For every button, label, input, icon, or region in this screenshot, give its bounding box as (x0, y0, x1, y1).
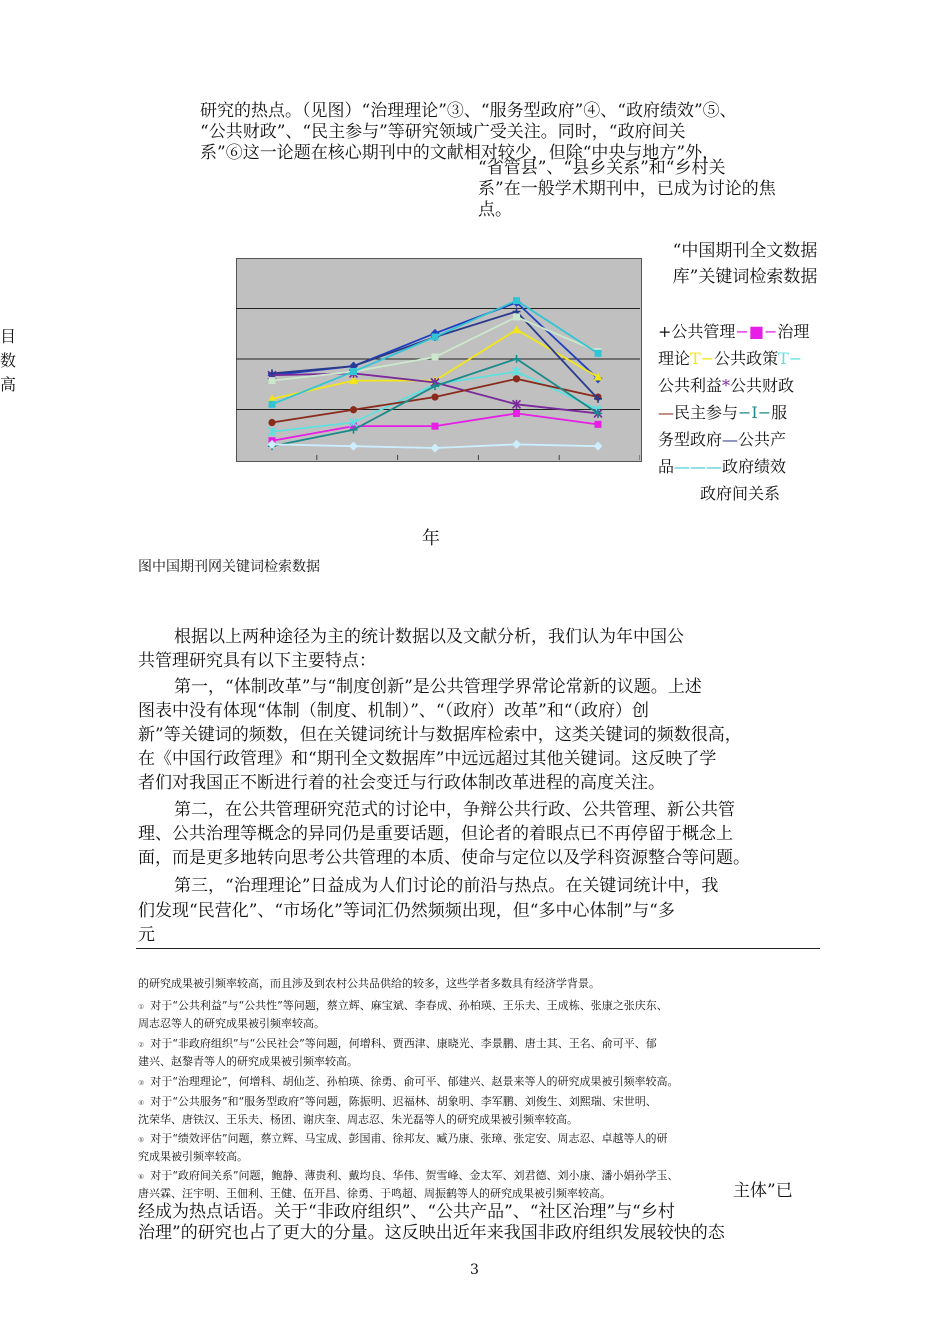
side-char-1: 目 (0, 327, 17, 346)
legend-segment: ——— (674, 457, 723, 476)
data-point-s11-4 (512, 440, 521, 449)
legend-segment: 理论 (658, 349, 691, 368)
data-point-s10-2 (350, 368, 357, 375)
body-p3-line-1: 第二，在公共管理研究范式的讨论中，争辩公共行政、公共管理、新公共管 (174, 800, 735, 820)
data-point-s10-3 (432, 333, 439, 340)
intro-line-6: 点。 (478, 200, 512, 220)
legend-line-4 (658, 399, 809, 426)
intro-line-3: 系”⑥这一论题在核心期刊中的文献相对较少，但除“中央与地方”外， (200, 143, 720, 163)
footnote-2-line-2: 建兴、赵黎青等人的研究成果被引频率较高。 (138, 1055, 358, 1068)
body-p3-line-3: 面，而是更多地转向思考公共管理的本质、使命与定位以及学科资源整合等问题。 (138, 848, 750, 868)
footnote-5-line-2: 究成果被引频率较高。 (138, 1150, 248, 1163)
body-p4-line-2: 们发现“民营化”、“市场化”等词汇仍然频频出现，但“多中心体制”与“多 (138, 901, 675, 921)
legend-line-2 (658, 345, 809, 372)
footnote-marker: ③ (138, 1079, 145, 1087)
footnote-marker: ⑥ (138, 1173, 145, 1181)
footnote-2 (138, 1036, 657, 1054)
footnote-5 (138, 1131, 668, 1149)
x-axis-label: 年 (422, 528, 440, 549)
legend-segment: 公共政策 (714, 349, 779, 368)
legend-segment: 治理 (777, 322, 810, 341)
footnote-text: 对于“公共服务”和“服务型政府”等问题，陈振明、迟福林、胡象明、李军鹏、刘俊生、刘熙瑞、宋世明、 (150, 1095, 657, 1108)
data-point-s11-3 (431, 444, 440, 453)
data-point-s9-4 (513, 313, 520, 320)
side-char-3: 高 (0, 375, 17, 394)
body-p3-line-2: 理、公共治理等概念的异同仍是重要话题，但论者的着眼点已不再停留于概念上 (138, 824, 733, 844)
legend-segment: 服 (771, 403, 788, 422)
side-char-2: 数 (0, 351, 17, 370)
footnote-4-line-2: 沈荣华、唐铁汉、王乐夫、杨团、谢庆奎、周志忍、朱光磊等人的研究成果被引频率较高。 (138, 1113, 578, 1126)
data-point-s6-4 (513, 375, 520, 382)
footnote-rule (136, 948, 820, 949)
body-p2-line-5: 者们对我国正不断进行着的社会变迁与行政体制改革进程的高度关注。 (138, 773, 665, 793)
data-point-s10-1 (269, 401, 276, 408)
data-point-s6-2 (350, 406, 357, 413)
body-p2-line-2: 图表中没有体现“体制（制度、机制）”、“（政府）改革”和“（政府）创 (138, 701, 649, 721)
tail-line-3: 治理”的研究也占了更大的分量。这反映出近年来我国非政府组织发展较快的态 (138, 1223, 725, 1243)
data-point-s2-4 (513, 410, 520, 417)
intro-line-1: 研究的热点。（见图）“治理理论”③、“服务型政府”④、“政府绩效”⑤、 (200, 101, 737, 121)
footnote-marker: ④ (138, 1099, 145, 1107)
legend-segment: * (722, 376, 731, 395)
footnote-marker: ⑤ (138, 1136, 145, 1144)
data-point-s9-3 (432, 354, 439, 361)
data-point-s10-5 (595, 350, 602, 357)
data-point-s2-5 (595, 421, 602, 428)
intro-line-2: “公共财政”、“民主参与”等研究领域广受关注。同时，“政府间关 (200, 122, 686, 142)
legend-segment: 公共财政 (730, 376, 795, 395)
legend-segment: 品 (658, 457, 675, 476)
legend-segment: T− (778, 349, 803, 368)
body-p4-line-3: 元 (138, 925, 155, 945)
chart-legend (658, 318, 809, 507)
legend-segment: 公共利益 (658, 376, 723, 395)
legend-line-7 (658, 480, 809, 507)
footnote-continuation: 的研究成果被引频率较高，而且涉及到农村公共品供给的较多，这些学者多数具有经济学背景。 (138, 977, 600, 990)
body-p1-line-2: 共管理研究具有以下主要特点： (138, 651, 376, 671)
line-chart (236, 258, 640, 460)
legend-segment: +公共管理 (658, 322, 736, 341)
footnote-6 (138, 1168, 679, 1186)
data-point-s9-1 (269, 377, 276, 384)
tail-line-1: 主体”已 (733, 1181, 793, 1201)
body-p1-line-1: 根据以上两种途径为主的统计数据以及文献分析，我们认为年中国公 (174, 627, 684, 647)
legend-line-5 (658, 426, 809, 453)
body-p2-line-3: 新”等关键词的频数，但在关键词统计与数据库检索中，这类关键词的频数很高， (138, 725, 742, 745)
legend-segment: — (722, 430, 739, 449)
footnote-6-line-2: 唐兴霖、汪宇明、王佃利、王健、伍开昌、徐勇、于鸣超、周振鹤等人的研究成果被引频率较高。 (138, 1187, 611, 1200)
body-p2-line-1: 第一，“体制改革”与“制度创新”是公共管理学界常论常新的议题。上述 (174, 677, 702, 697)
body-p2-line-4: 在《中国行政管理》和“期刊全文数据库”中远远超过其他关键词。这反映了学 (138, 749, 717, 769)
data-point-s6-3 (431, 393, 438, 400)
data-point-s2-3 (432, 423, 439, 430)
legend-segment: 政府绩效 (722, 457, 787, 476)
footnote-text: 对于“治理理论”，何增科、胡仙芝、孙柏瑛、徐勇、俞可平、郁建兴、赵景来等人的研究成果被引频率较高。 (150, 1075, 679, 1088)
data-point-s3-4 (512, 325, 521, 333)
legend-segment: 民主参与 (674, 403, 739, 422)
page-number: 3 (470, 1262, 479, 1278)
footnote-3 (138, 1074, 679, 1092)
intro-line-5: 系”在一般学术期刊中，已成为讨论的焦 (478, 179, 776, 199)
legend-segment: 政府间关系 (700, 484, 781, 503)
data-point-s10-4 (513, 297, 520, 304)
footnote-text: 对于“绩效评估”问题，蔡立辉、马宝成、彭国甫、徐邦友、臧乃康、张璋、张定安、周志忍、卓越等人的研 (150, 1132, 668, 1145)
legend-segment: −■− (735, 322, 778, 341)
legend-segment: — (658, 403, 674, 422)
data-point-s6-1 (268, 419, 275, 426)
legend-line-6 (658, 453, 809, 480)
tail-line-2: 经成为热点话语。关于“非政府组织”、“公共产品”、“社区治理”与“乡村 (138, 1202, 675, 1222)
legend-segment: T− (690, 349, 715, 368)
figure-caption: 图中国期刊网关键词检索数据 (138, 559, 320, 575)
footnote-text: 对于“政府间关系”问题，鲍静、薄贵利、戴均良、华伟、贺雪峰、金太军、刘君德、刘小康、潘小娟孙学玉、 (150, 1169, 679, 1182)
intro-line-4: “省管县”、“县乡关系”和“乡村关 (478, 158, 726, 178)
footnote-text: 对于“非政府组织”与“公民社会”等问题，何增科、贾西津、康晓光、李景鹏、唐士其、王名、俞可平、郁 (150, 1037, 657, 1050)
chart-title: “中国期刊全文数据库”关键词检索数据 (672, 241, 818, 287)
data-point-s11-5 (594, 442, 603, 451)
footnote-marker: ① (138, 1003, 145, 1011)
footnote-4 (138, 1094, 657, 1112)
legend-line-1 (658, 318, 809, 345)
footnote-1 (138, 998, 668, 1016)
footnote-text: 对于“公共利益”与“公共性”等问题，蔡立辉、麻宝斌、李春成、孙柏瑛、王乐夫、王成栋、张康之张庆东、 (150, 999, 668, 1012)
data-point-s11-2 (349, 442, 358, 451)
legend-segment: 务型政府 (658, 430, 723, 449)
footnote-1-line-2: 周志忍等人的研究成果被引频率较高。 (138, 1017, 325, 1030)
legend-segment: 公共产 (738, 430, 787, 449)
body-p4-line-1: 第三，“治理理论”日益成为人们讨论的前沿与热点。在关键词统计中，我 (174, 876, 719, 896)
legend-segment: −I− (738, 403, 772, 422)
legend-line-3 (658, 372, 809, 399)
series-line-7 (272, 359, 598, 446)
footnote-marker: ② (138, 1041, 145, 1049)
